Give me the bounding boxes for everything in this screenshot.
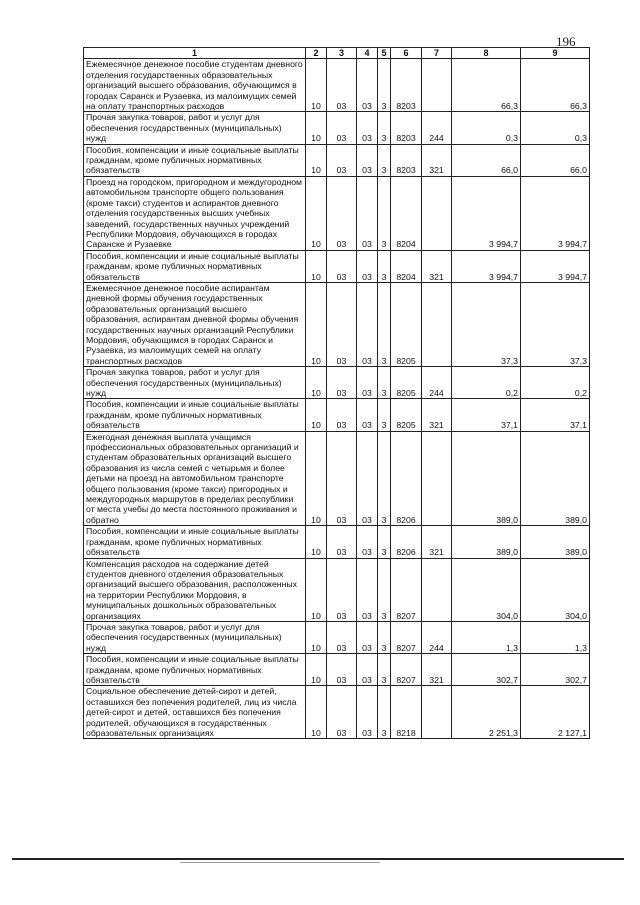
row-cell-col-4: 03 bbox=[357, 654, 378, 686]
row-cell-col-9: 389,0 bbox=[521, 431, 590, 526]
row-cell-col-7 bbox=[422, 176, 452, 250]
table-row bbox=[84, 686, 590, 739]
row-cell-col-9: 1,3 bbox=[521, 621, 590, 653]
row-name-cell: Прочая закупка товаров, работ и услуг для обеспечения государственных (муниципальных) нужд bbox=[84, 367, 306, 399]
row-cell-col-6: 8218 bbox=[391, 686, 422, 739]
row-cell-col-3: 03 bbox=[327, 176, 357, 250]
row-cell-col-6: 8205 bbox=[391, 367, 422, 399]
row-cell-col-5: 3 bbox=[378, 686, 391, 739]
page-number: 196 bbox=[556, 34, 576, 49]
row-cell-col-2: 10 bbox=[306, 112, 327, 144]
row-cell-col-6: 8203 bbox=[391, 59, 422, 112]
row-name-cell: Ежегодная денежная выплата учащимся профессиональных образовательных организаций и студентам образовательных организаций высшего образования из числа семей с четырьмя и более детьми на проезд на автомобильном транспорте общего пользования (кроме такси) пригородных и междугородных маршрутов в пределах республики от места учебы до места постоянного проживания и обратно bbox=[84, 431, 306, 526]
row-cell-col-8: 389,0 bbox=[452, 526, 521, 558]
row-cell-col-2: 10 bbox=[306, 250, 327, 282]
row-name-cell: Пособия, компенсации и иные социальные выплаты гражданам, кроме публичных нормативных обязательств bbox=[84, 250, 306, 282]
table-row bbox=[84, 250, 590, 282]
row-cell-col-8: 66,0 bbox=[452, 144, 521, 176]
row-cell-col-5: 3 bbox=[378, 654, 391, 686]
header-col-8: 8 bbox=[452, 48, 521, 59]
row-name-cell: Пособия, компенсации и иные социальные выплаты гражданам, кроме публичных нормативных обязательств bbox=[84, 526, 306, 558]
row-cell-col-3: 03 bbox=[327, 526, 357, 558]
row-cell-col-5: 3 bbox=[378, 558, 391, 621]
row-cell-col-7: 244 bbox=[422, 367, 452, 399]
row-cell-col-5: 3 bbox=[378, 526, 391, 558]
row-cell-col-8: 2 251,3 bbox=[452, 686, 521, 739]
row-cell-col-5: 3 bbox=[378, 399, 391, 431]
table-row bbox=[84, 59, 590, 112]
row-cell-col-3: 03 bbox=[327, 59, 357, 112]
table-row bbox=[84, 367, 590, 399]
row-name-cell: Пособия, компенсации и иные социальные выплаты гражданам, кроме публичных нормативных обязательств bbox=[84, 399, 306, 431]
row-cell-col-8: 3 994,7 bbox=[452, 250, 521, 282]
row-cell-col-5: 3 bbox=[378, 367, 391, 399]
row-cell-col-3: 03 bbox=[327, 282, 357, 366]
row-cell-col-3: 03 bbox=[327, 250, 357, 282]
table-row bbox=[84, 526, 590, 558]
row-cell-col-3: 03 bbox=[327, 112, 357, 144]
header-col-4: 4 bbox=[357, 48, 378, 59]
row-cell-col-7: 321 bbox=[422, 399, 452, 431]
row-cell-col-4: 03 bbox=[357, 112, 378, 144]
row-name-cell: Прочая закупка товаров, работ и услуг для обеспечения государственных (муниципальных) нужд bbox=[84, 621, 306, 653]
row-name-cell: Прочая закупка товаров, работ и услуг для обеспечения государственных (муниципальных) нужд bbox=[84, 112, 306, 144]
row-name-cell: Ежемесячное денежное пособие студентам дневного отделения государственных образовательных организаций высшего образования, обучающимся в городах Саранск и Рузаевка, из малоимущих семей на оплату транспортных расходов bbox=[84, 59, 306, 112]
row-cell-col-9: 389,0 bbox=[521, 526, 590, 558]
row-cell-col-6: 8203 bbox=[391, 144, 422, 176]
row-cell-col-4: 03 bbox=[357, 558, 378, 621]
row-cell-col-7 bbox=[422, 282, 452, 366]
row-cell-col-2: 10 bbox=[306, 621, 327, 653]
row-cell-col-4: 03 bbox=[357, 431, 378, 526]
table-row bbox=[84, 558, 590, 621]
row-name-cell: Проезд на городском, пригородном и междугородном автомобильном транспорте общего пользования (кроме такси) студентов и аспирантов дневного отделения государственных высших учебных заведений, государственных научных учреждений Республики Мордовия, обучающихся в городах Саранске и Рузаевке bbox=[84, 176, 306, 250]
row-cell-col-4: 03 bbox=[357, 686, 378, 739]
row-cell-col-3: 03 bbox=[327, 367, 357, 399]
row-cell-col-9: 0,3 bbox=[521, 112, 590, 144]
row-cell-col-4: 03 bbox=[357, 144, 378, 176]
table-row bbox=[84, 621, 590, 653]
table-row bbox=[84, 654, 590, 686]
row-cell-col-3: 03 bbox=[327, 686, 357, 739]
row-cell-col-7 bbox=[422, 558, 452, 621]
row-name-cell: Социальное обеспечение детей-сирот и детей, оставшихся без попечения родителей, лиц из числа детей-сирот и детей, оставшихся без попечения родителей, обучающихся в государственных образовательных организациях bbox=[84, 686, 306, 739]
row-cell-col-5: 3 bbox=[378, 112, 391, 144]
row-cell-col-2: 10 bbox=[306, 526, 327, 558]
header-col-1: 1 bbox=[84, 48, 306, 59]
row-cell-col-6: 8204 bbox=[391, 250, 422, 282]
row-cell-col-4: 03 bbox=[357, 59, 378, 112]
row-cell-col-8: 0,2 bbox=[452, 367, 521, 399]
row-cell-col-4: 03 bbox=[357, 250, 378, 282]
row-cell-col-4: 03 bbox=[357, 367, 378, 399]
row-cell-col-8: 302,7 bbox=[452, 654, 521, 686]
row-cell-col-3: 03 bbox=[327, 621, 357, 653]
row-cell-col-7: 321 bbox=[422, 144, 452, 176]
row-cell-col-6: 8206 bbox=[391, 431, 422, 526]
table-row bbox=[84, 144, 590, 176]
row-cell-col-7: 321 bbox=[422, 654, 452, 686]
row-cell-col-8: 0,3 bbox=[452, 112, 521, 144]
header-col-2: 2 bbox=[306, 48, 327, 59]
row-cell-col-7: 244 bbox=[422, 112, 452, 144]
row-cell-col-9: 304,0 bbox=[521, 558, 590, 621]
row-cell-col-6: 8206 bbox=[391, 526, 422, 558]
header-col-9: 9 bbox=[521, 48, 590, 59]
row-cell-col-4: 03 bbox=[357, 282, 378, 366]
bottom-rule bbox=[12, 858, 624, 860]
row-cell-col-7 bbox=[422, 686, 452, 739]
row-cell-col-8: 66,3 bbox=[452, 59, 521, 112]
row-cell-col-7: 321 bbox=[422, 526, 452, 558]
row-cell-col-9: 37,1 bbox=[521, 399, 590, 431]
row-cell-col-2: 10 bbox=[306, 431, 327, 526]
row-cell-col-3: 03 bbox=[327, 654, 357, 686]
row-cell-col-3: 03 bbox=[327, 431, 357, 526]
row-cell-col-3: 03 bbox=[327, 144, 357, 176]
row-cell-col-3: 03 bbox=[327, 399, 357, 431]
row-cell-col-9: 37,3 bbox=[521, 282, 590, 366]
header-col-3: 3 bbox=[327, 48, 357, 59]
bottom-rule-secondary bbox=[180, 862, 380, 863]
row-cell-col-9: 66,3 bbox=[521, 59, 590, 112]
row-cell-col-2: 10 bbox=[306, 282, 327, 366]
row-name-cell: Компенсация расходов на содержание детей студентов дневного отделения образовательных организаций высшего образования, расположенных на территории Республики Мордовия, в муниципальных дошкольных образовательных организациях bbox=[84, 558, 306, 621]
row-cell-col-4: 03 bbox=[357, 621, 378, 653]
row-cell-col-7: 244 bbox=[422, 621, 452, 653]
row-cell-col-4: 03 bbox=[357, 526, 378, 558]
row-cell-col-7 bbox=[422, 431, 452, 526]
header-col-7: 7 bbox=[422, 48, 452, 59]
row-cell-col-2: 10 bbox=[306, 59, 327, 112]
row-cell-col-4: 03 bbox=[357, 176, 378, 250]
row-cell-col-9: 0,2 bbox=[521, 367, 590, 399]
header-col-5: 5 bbox=[378, 48, 391, 59]
row-cell-col-6: 8205 bbox=[391, 282, 422, 366]
table-row bbox=[84, 282, 590, 366]
row-cell-col-8: 1,3 bbox=[452, 621, 521, 653]
row-cell-col-8: 37,1 bbox=[452, 399, 521, 431]
row-cell-col-6: 8207 bbox=[391, 558, 422, 621]
row-cell-col-9: 66,0 bbox=[521, 144, 590, 176]
row-cell-col-9: 3 994,7 bbox=[521, 250, 590, 282]
row-cell-col-7 bbox=[422, 59, 452, 112]
row-name-cell: Пособия, компенсации и иные социальные выплаты гражданам, кроме публичных нормативных обязательств bbox=[84, 654, 306, 686]
table-row bbox=[84, 399, 590, 431]
row-cell-col-5: 3 bbox=[378, 431, 391, 526]
row-cell-col-8: 37,3 bbox=[452, 282, 521, 366]
row-cell-col-3: 03 bbox=[327, 558, 357, 621]
row-cell-col-5: 3 bbox=[378, 250, 391, 282]
row-cell-col-6: 8204 bbox=[391, 176, 422, 250]
table-header-row bbox=[84, 48, 590, 59]
table-row bbox=[84, 112, 590, 144]
row-cell-col-5: 3 bbox=[378, 176, 391, 250]
row-cell-col-8: 3 994,7 bbox=[452, 176, 521, 250]
row-cell-col-8: 389,0 bbox=[452, 431, 521, 526]
row-cell-col-2: 10 bbox=[306, 367, 327, 399]
row-cell-col-9: 2 127,1 bbox=[521, 686, 590, 739]
row-name-cell: Пособия, компенсации и иные социальные выплаты гражданам, кроме публичных нормативных обязательств bbox=[84, 144, 306, 176]
row-cell-col-2: 10 bbox=[306, 144, 327, 176]
row-cell-col-5: 3 bbox=[378, 621, 391, 653]
row-cell-col-4: 03 bbox=[357, 399, 378, 431]
header-col-6: 6 bbox=[391, 48, 422, 59]
row-cell-col-2: 10 bbox=[306, 399, 327, 431]
row-cell-col-7: 321 bbox=[422, 250, 452, 282]
row-cell-col-6: 8205 bbox=[391, 399, 422, 431]
row-cell-col-8: 304,0 bbox=[452, 558, 521, 621]
row-cell-col-5: 3 bbox=[378, 282, 391, 366]
row-cell-col-2: 10 bbox=[306, 558, 327, 621]
table-row bbox=[84, 176, 590, 250]
table-row bbox=[84, 431, 590, 526]
row-cell-col-6: 8207 bbox=[391, 621, 422, 653]
row-cell-col-5: 3 bbox=[378, 59, 391, 112]
row-cell-col-6: 8207 bbox=[391, 654, 422, 686]
row-cell-col-2: 10 bbox=[306, 176, 327, 250]
row-cell-col-2: 10 bbox=[306, 686, 327, 739]
row-cell-col-9: 302,7 bbox=[521, 654, 590, 686]
row-cell-col-6: 8203 bbox=[391, 112, 422, 144]
row-cell-col-2: 10 bbox=[306, 654, 327, 686]
budget-table bbox=[83, 47, 590, 739]
row-cell-col-9: 3 994,7 bbox=[521, 176, 590, 250]
row-name-cell: Ежемесячное денежное пособие аспирантам дневной формы обучения государственных образовательных организаций высшего образования, аспирантам дневной формы обучения государственных научных организаций Республики Мордовия, обучающимся в городах Саранск и Рузаевка, из малоимущих семей на оплату транспортных расходов bbox=[84, 282, 306, 366]
row-cell-col-5: 3 bbox=[378, 144, 391, 176]
